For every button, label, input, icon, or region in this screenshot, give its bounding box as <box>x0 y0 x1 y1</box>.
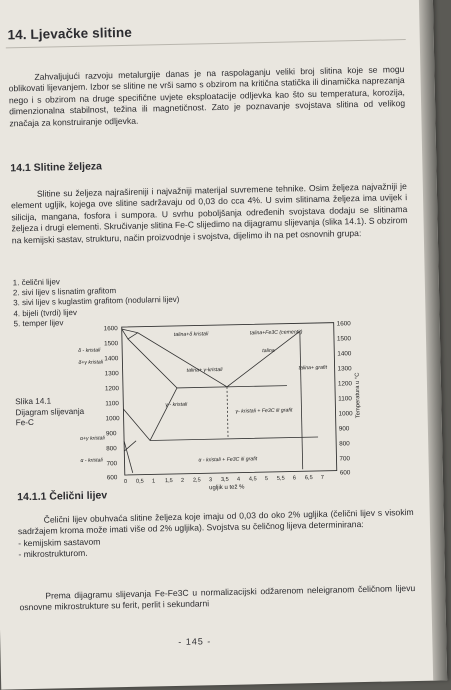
tick-label: 1300 <box>337 365 352 373</box>
tick-label: 1600 <box>336 320 351 328</box>
tick-label: 700 <box>339 455 351 463</box>
section-14-1-1-title: 14.1.1 Čelični lijev <box>17 489 108 504</box>
chapter-title: 14. Ljevačke slitine <box>7 24 133 43</box>
tick-label: 1500 <box>103 340 119 348</box>
tick-label: 800 <box>339 440 350 448</box>
tick-label: 2 <box>180 477 185 484</box>
tick-label: 1,5 <box>164 478 173 485</box>
region-label: α+γ kristali <box>79 435 105 442</box>
x-axis-ticks <box>124 475 324 485</box>
tick-label: 4 <box>236 476 241 483</box>
tick-label: 1300 <box>104 370 119 378</box>
tick-label: 3,5 <box>220 476 229 484</box>
region-label: talina <box>262 347 275 355</box>
tick-label: 1600 <box>103 325 118 333</box>
plot-frame <box>122 323 337 475</box>
region-label: γ - kristali <box>165 401 188 409</box>
x-axis-label: ugljik u tež % <box>209 484 245 492</box>
tick-label: 7 <box>320 474 325 481</box>
tick-label: 4,5 <box>248 476 257 483</box>
tick-label: 600 <box>106 474 118 482</box>
region-label: δ+γ kristali <box>78 359 104 366</box>
tick-label: 0,5 <box>135 478 144 485</box>
cementite-line <box>300 331 303 469</box>
section-14-1-1-paragraph <box>18 507 415 561</box>
figure-caption <box>15 396 84 429</box>
tick-label: 900 <box>105 430 117 438</box>
phase-lines <box>122 325 319 473</box>
tick-label: 5,5 <box>276 475 285 482</box>
page-number: - 145 - <box>178 636 212 647</box>
region-label: α - kristali <box>80 457 103 464</box>
list-item: 1. čelični lijev <box>12 277 60 288</box>
alloy-groups-list <box>13 275 180 329</box>
fe-c-phase-diagram <box>78 318 366 494</box>
tick-label: 3 <box>208 477 213 484</box>
tick-label: 900 <box>338 425 350 433</box>
list-item: 4. bijeli (tvrdi) lijev <box>13 307 78 318</box>
tick-label: 0 <box>123 478 128 486</box>
tick-label: 1100 <box>105 400 119 408</box>
section-14-1-1-paragraph-2 <box>19 583 415 614</box>
right-axis-ticks <box>337 320 355 476</box>
figure-subtitle: Fe-C <box>15 417 34 428</box>
region-label: talina+δ kristali <box>173 331 209 338</box>
tick-label: 1100 <box>338 395 352 403</box>
region-label: γ- kristali + Fe3C ili grafit <box>235 407 293 415</box>
tick-label: 6 <box>292 475 297 482</box>
delta-region-line <box>122 329 138 339</box>
list-item: 3. sivi lijev s kuglastim grafitom (nodularni lijev) <box>13 295 180 308</box>
tick-label: 1200 <box>337 380 353 388</box>
solidus-line <box>128 336 287 389</box>
region-label: δ - kristali <box>78 347 101 354</box>
figure-number: Slika 14.1 <box>15 396 52 407</box>
list-item: 5. temper lijev <box>13 318 64 329</box>
phase-diagram-svg <box>78 318 366 494</box>
tick-label: 1000 <box>105 415 120 423</box>
left-axis-ticks <box>104 325 122 481</box>
list-item: - kemijskim sastavom <box>18 536 101 549</box>
intro-text: Zahvaljujući razvoju metalurgije danas je na raspolaganju veliki broj slitina koje se mogu oblikovati lijevanjem. Izbor se slitine ne vrši samo s obzirom na kritična statička ili dinamička naprezanja nego i s obzirom na druge specifične uvjete eksploatacije odljevka kao što su temperatura, korozija, dimenzionalna stabilnost, težina ili magnetičnost. Zato je poznavanje svojstava slitina od velikog značaja za konstruiranje odljevka. <box>8 64 406 128</box>
tick-label: 2,5 <box>192 477 201 484</box>
tick-label: 1500 <box>336 335 352 343</box>
section-14-1-1-text-2: Prema dijagramu slijevanja Fe-Fe3C u normalizacijski odžarenom neleigranom čeličnom lijevu osnovne mikrostrukture su ferit, perlit i sekundarni <box>19 582 416 613</box>
tick-label: 600 <box>339 469 351 477</box>
list-item: 2. sivi lijev s lisnatim grafitom <box>12 286 117 298</box>
solvus-line <box>124 441 133 473</box>
tick-label: 6,5 <box>304 475 313 482</box>
tick-label: 1 <box>151 478 156 485</box>
figure-title: Dijagram slijevanja <box>15 406 85 417</box>
section-14-1-title: 14.1 Slitine željeza <box>10 160 103 175</box>
region-label: talina+ γ-kristali <box>186 366 223 374</box>
list-item: - mikrostrukturom. <box>18 548 88 560</box>
eutectic-dash <box>227 387 228 439</box>
section-14-1-text: Slitine su željeza najrašireniji i najvažniji materijal suvremene tehnike. Osim željeza najvažniji je element ugljik, kojega ove slitine sadržavaju od 0,03 do cca 4%. U svim slitinama željeza ima uvijek i silicija, mangana, fosfora i sumpora. U svrhu poboljšanja određenih svojstava dodaju se slitinama željeza i drugi elementi. Skručivanje slitina Fe-C slijedimo na dijagramu slijevanja (slika 14.1). S obzirom na kemijski sastav, strukturu, način proizvodnje i svojstva, dijelimo ih na pet osnovnih grupa: <box>11 181 408 245</box>
region-label: α - kristali + Fe3C ili grafit <box>198 456 258 464</box>
region-label: talina+Fe3C (cementit) <box>249 329 303 337</box>
page-edge <box>419 0 447 681</box>
tick-label: 1400 <box>104 355 119 363</box>
section-14-1-1-text: Čelični lijev obuhvaća slitine željeza koje imaju od 0,03 do oko 2% ugljika (čelični lijev s visokim sadržajem kroma može imati više od 2% ugljika). Svojstva su čeličnog lijeva determinirana: <box>17 506 414 537</box>
section-14-1-paragraph <box>11 181 408 246</box>
acm-line <box>149 388 178 441</box>
intro-paragraph <box>8 64 405 129</box>
tick-label: 800 <box>106 445 117 453</box>
tick-label: 1200 <box>104 385 120 393</box>
tick-label: 700 <box>106 460 118 468</box>
alpha-line <box>124 441 136 451</box>
y-axis-label: Temperatura u °C <box>354 372 362 419</box>
tick-label: 5 <box>264 476 269 483</box>
tick-label: 1400 <box>337 350 352 358</box>
region-label: talina+ grafit <box>298 364 328 372</box>
tick-label: 1000 <box>338 410 353 418</box>
